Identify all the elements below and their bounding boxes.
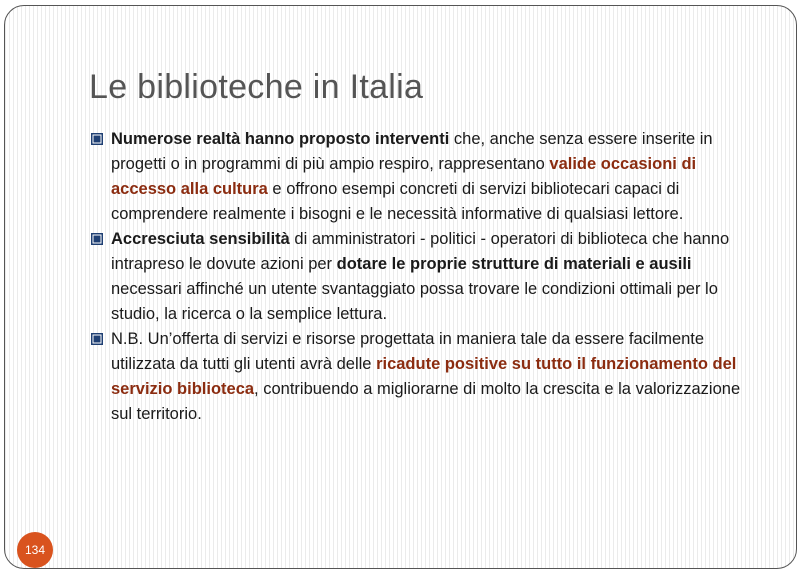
page-number-badge: 134 [17,532,53,568]
bullet-item [85,127,765,227]
bullet-1-bold-lead: Numerose realtà hanno proposto interventi [111,130,450,148]
bullet-2-text-end: necessari affinché un utente svantaggiato possa trovare le condizioni ottimali per lo studio, la ricerca o la semplice lettura. [111,280,718,323]
bullet-3-text: N.B. Un’offerta di servizi e risorse progettata in maniera tale da essere facilmente utilizzata da tutti gli utenti avrà delle [111,330,705,373]
bullet-3-text-end: , contribuendo a migliorarne di molto la crescita e la valorizzazione sul territorio. [111,380,741,423]
bullet-item [85,327,765,427]
bullet-1-text: che, anche senza essere inserite in progetti o in programmi di più ampio respiro, rappresentano [111,130,713,173]
bullet-item [85,227,765,327]
bullet-1-text-end: e offrono esempi concreti di servizi bibliotecari capaci di comprendere realmente i bisogni e le necessità informative di qualsiasi lettore. [111,180,684,223]
bullet-2-bold: dotare le proprie strutture di materiali e ausili [336,255,692,273]
checkbox-square-icon [91,333,103,345]
checkbox-square-icon [91,133,103,145]
bullet-2-bold-lead: Accresciuta sensibilità [111,230,290,248]
bullet-2-text: di amministratori - politici - operatori di biblioteca che hanno intrapreso le dovute azioni per [111,230,730,273]
bullet-1-accent: valide occasioni di accesso alla cultura [111,155,697,198]
bullet-3-accent: ricadute positive su tutto il funzionamento del servizio biblioteca [111,355,737,398]
checkbox-square-icon [91,233,103,245]
slide [4,5,797,569]
bullet-list [85,127,765,427]
slide-title: Le biblioteche in Italia [89,68,424,106]
